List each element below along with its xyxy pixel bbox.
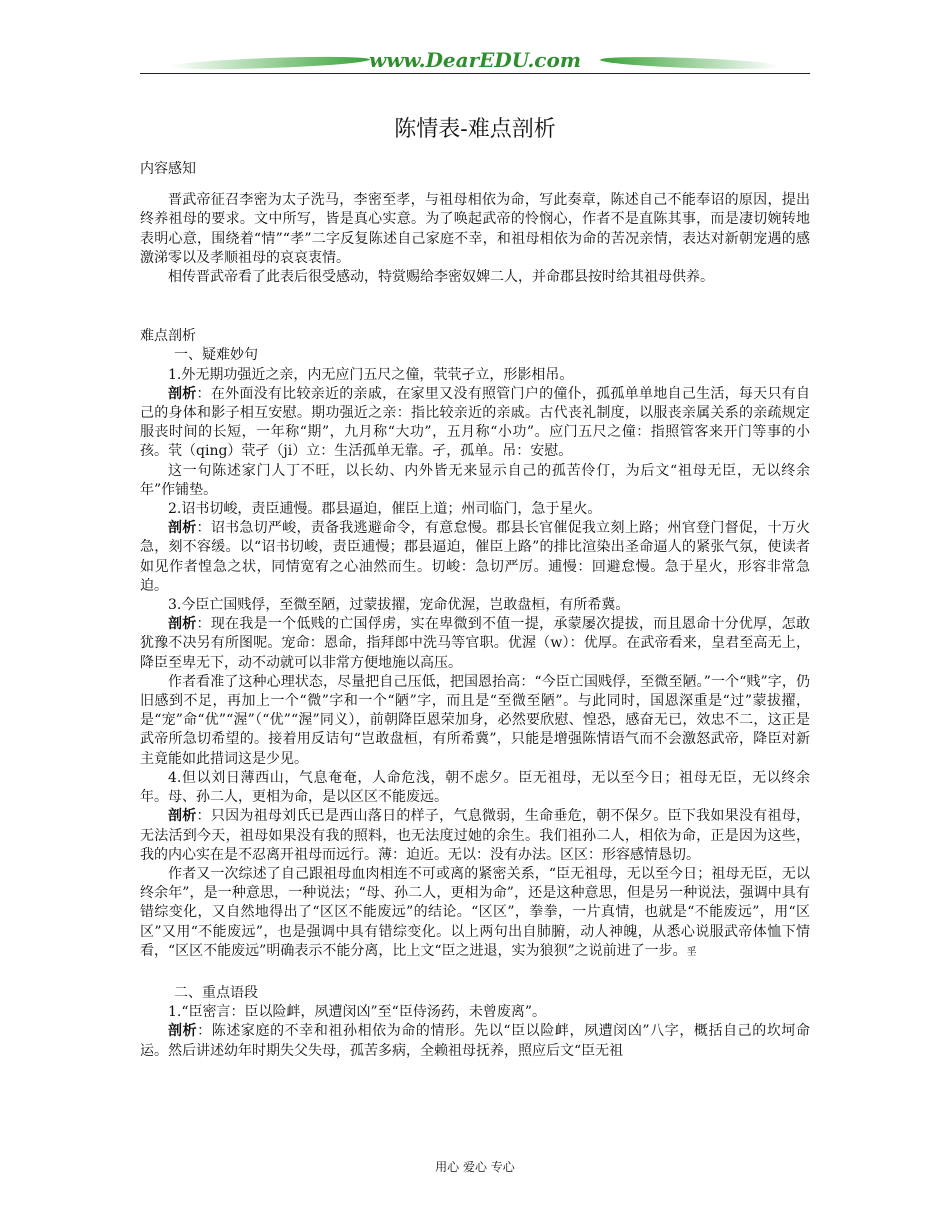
analysis-label: 剖析 bbox=[168, 520, 197, 537]
analysis-label: 剖析 bbox=[168, 385, 197, 402]
quote: 4.但以刘日薄西山，气息奄奄，人命危浅，朝不虑夕。臣无祖母，无以至今日；祖母无臣，无以终余年。母、孙二人，更相为命，是以区区不能废远。 bbox=[140, 769, 810, 806]
subheading: 一、疑难妙句 bbox=[174, 347, 258, 364]
analysis: 剖析：陈述家庭的不幸和祖孙相依为命的情形。先以“臣以险衅，夙遭闵凶”八字，概括自己的坎坷命运。然后讲述幼年时期失父失母，孤苦多病，全赖祖母抚养，照应后文“臣无祖 bbox=[140, 1023, 811, 1059]
site-logo-text: www.DearEDU.com bbox=[368, 48, 581, 72]
comment: 作者又一次综述了自己跟祖母血肉相连不可或离的紧密关系，“臣无祖母，无以至今日；祖母无臣，无以终余年”，是一种意思，一种说法；“母、孙二人，更相为命”，还是这种意思，但是另一种说法，强调中具有错综变化，又自然地得出了“区区不能废远”的结论。“区区”，拳拳，一片真情，也就是“不能废远”，用“区区”又用“不能废远”，也是强调中具有错综变化。以上两句出自肺腑，动人神魄，从悉心说服武帝体恤下情看，“区区不能废远”明确表示不能分离，比上文“臣之进退，实为狼狈”之说前进了一步。㸒 bbox=[140, 865, 810, 959]
analysis: 剖析：诏书急切严峻，责备我逃避命令，有意怠慢。郡县长官催促我立刻上路；州官登门督促，十万火急，刻不容缓。以“诏书切峻，责臣逋慢；郡县逼迫，催臣上路”的排比渲染出圣命逼人的紧张气氛，使读者如见作者惶急之状，同情宽宥之心油然而生。切峻：急切严厉。逋慢：回避怠慢。急于星火，形容非常急迫。 bbox=[140, 520, 810, 594]
quote: 1.“臣密言：臣以险衅，夙遭闵凶”至“臣侍汤药，未曾废离”。 bbox=[168, 1004, 546, 1021]
quote: 1.外无期功强近之亲，内无应门五尺之僮，茕茕孑立，形影相吊。 bbox=[168, 366, 574, 383]
analysis: 剖析：现在我是一个低贱的亡国俘虏，实在卑微到不值一提，承蒙屡次提拔，而且恩命十分优厚，怎敢犹豫不决另有所图呢。宠命：恩命，指拜郎中洗马等官职。优渥（w）：优厚。在武帝看来，皇君至高无上，降臣至卑无下，动不动就可以非常方便地施以高压。 bbox=[140, 616, 810, 671]
quote: 2.诏书切峻，责臣逋慢。郡县逼迫，催臣上道；州司临门，急于星火。 bbox=[168, 501, 602, 518]
analysis-label: 剖析 bbox=[168, 808, 197, 825]
banner-swoosh-left bbox=[170, 55, 370, 72]
analysis: 剖析：在外面没有比较亲近的亲戚，在家里又没有照管门户的僮仆，孤孤单单地自己生活，每天只有自己的身体和影子相互安慰。期功强近之亲：指比较亲近的亲戚。古代丧礼制度，以服丧亲属关系的亲疏规定服丧时间的长短，一年称“期”，九月称“大功”，五月称“小功”。应门五尺之僮：指照管客来开门等事的小孩。茕（qing）茕孑（ji）立：生活孤单无靠。孑，孤单。吊：安慰。 bbox=[140, 385, 810, 460]
section-heading-difficulties: 难点剖析 bbox=[140, 328, 196, 345]
section-heading-content: 内容感知 bbox=[140, 161, 196, 177]
page-title: 陈情表-难点剖析 bbox=[394, 117, 556, 142]
analysis-label: 剖析 bbox=[168, 1023, 198, 1040]
comment: 作者看准了这种心理状态，尽量把自己压低，把国恩抬高：“今臣亡国贱俘，至微至陋。”一个“贱”字，仍旧感到不足，再加上一个“微”字和一个“陋”字，而且是“至微至陋”。与此同时，国恩深重是“过”蒙拔擢，是“宠”命“优”“渥”（“优”“渥”同义），前朝降臣恩荣加身，必然要欣慰、惶恐，感奋无已，效忠不二，这正是武帝所急切希望的。接着用反诘句“岂敢盘桓，有所希冀”，只能是增强陈情语气而不会激怒武帝，降臣对新主竟能如此措词这是少见。 bbox=[140, 673, 810, 767]
subheading: 二、重点语段 bbox=[174, 984, 258, 1001]
paragraph: 晋武帝征召李密为太子洗马，李密至孝，与祖母相依为命，写此奏章，陈述自己不能奉诏的原因，提出终养祖母的要求。文中所写，皆是真心实意。为了唤起武帝的怜悯心，作者不是直陈其事，而是凄切婉转地表明心意，围绕着“情”“孝”二字反复陈述自己家庭不幸，和祖母相依为命的苦况亲情，表达对新朝宠遇的感激涕零以及孝顺祖母的哀哀衷情。 bbox=[140, 192, 810, 266]
stray-mark: 㸒 bbox=[686, 946, 697, 958]
page-footer: 用心 爱心 专心 bbox=[435, 1160, 515, 1174]
banner-swoosh-right bbox=[600, 55, 780, 71]
quote: 3.今臣亡国贱俘，至微至陋，过蒙拔擢，宠命优渥，岂敢盘桓，有所希冀。 bbox=[168, 597, 630, 614]
header-rule bbox=[140, 73, 810, 74]
paragraph: 相传晋武帝看了此表后很受感动，特赏赐给李密奴婢二人，并命郡县按时给其祖母供养。 bbox=[168, 269, 714, 286]
comment: 这一句陈述家门人丁不旺，以长幼、内外皆无来显示自己的孤苦伶仃，为后文“祖母无臣，无以终余年”作铺垫。 bbox=[140, 462, 810, 498]
document-body bbox=[140, 160, 810, 1061]
analysis-label: 剖析 bbox=[168, 616, 197, 633]
analysis: 剖析：只因为祖母刘氏已是西山落日的样子，气息微弱，生命垂危，朝不保夕。臣下我如果没有祖母，无法活到今天，祖母如果没有我的照料，也无法度过她的余生。我们祖孙二人，相依为命，正是因为这些，我的内心实在是不忍离开祖母而远行。薄：迫近。无以：没有办法。区区：形容感情恳切。 bbox=[140, 808, 810, 863]
